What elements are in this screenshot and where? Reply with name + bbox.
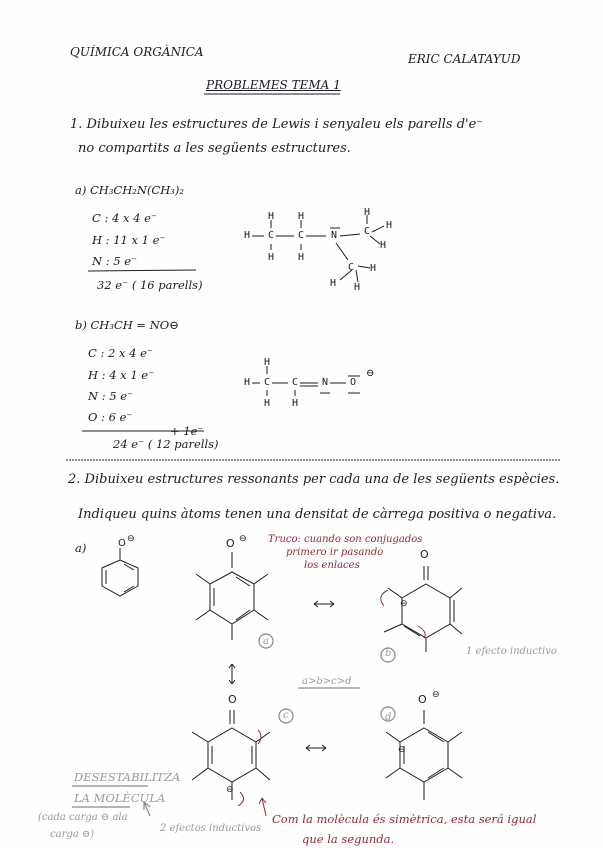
res-b-o: O xyxy=(420,548,429,561)
q1a-atom-h8: H xyxy=(380,240,387,251)
q1a-atom-h9: H xyxy=(330,278,337,289)
q1b-total: 24 e⁻ ( 12 parells) xyxy=(113,437,219,451)
phenoxide-sketch xyxy=(102,534,138,596)
q1b-charge: ⊖ xyxy=(366,368,375,379)
q1b-atom-n: N xyxy=(322,377,329,388)
q1a-atom-h11: H xyxy=(370,263,377,274)
symmetric-arrow xyxy=(259,798,266,816)
tag-d: d xyxy=(385,712,392,723)
q1a-atom-n: N xyxy=(331,230,338,241)
q1b-row-h: H : 4 x 1 e⁻ xyxy=(88,368,155,382)
q1b-atom-h1: H xyxy=(244,377,251,388)
q1a-atom-c4: C xyxy=(348,262,355,273)
q1b-atom-h3: H xyxy=(264,398,271,409)
q1-line1: 1. Dibuixeu les estructures de Lewis i senyaleu els parells d'e⁻ xyxy=(70,117,484,132)
q1b-atom-c2: C xyxy=(292,377,299,388)
svg-text:⊖: ⊖ xyxy=(398,745,406,755)
svg-text:⊖: ⊖ xyxy=(226,785,234,795)
q1a-atom-h6: H xyxy=(364,207,371,218)
q2-line2: Indiqueu quins àtoms tenen una densitat de càrrega positiva o negativa. xyxy=(78,507,557,522)
q1a-lewis-bonds xyxy=(252,215,387,282)
q1a-atom-h1: H xyxy=(244,230,251,241)
resonance-d xyxy=(381,690,462,800)
res-arrow-cd xyxy=(306,745,326,751)
q1b-atom-o: O xyxy=(350,377,357,388)
inductive-b: 1 efecto inductivo xyxy=(466,646,557,657)
tag-a: a xyxy=(263,636,269,647)
resonance-a xyxy=(196,534,273,648)
svg-text:⊖: ⊖ xyxy=(239,534,247,544)
note-truco-1: Truco: cuando son conjugados xyxy=(268,534,423,545)
desest-2: LA MOLÈCULA xyxy=(74,791,166,805)
q1b-label: b) CH₃CH = NO⊖ xyxy=(75,318,179,332)
symmetric-note-1: Com la molècula és simètrica, esta será igual xyxy=(272,812,537,826)
q1b-row-o: O : 6 e⁻ xyxy=(88,410,133,424)
q1a-atom-h5: H xyxy=(298,252,305,263)
q1a-atom-h10: H xyxy=(354,282,361,293)
q1b-atom-c1: C xyxy=(264,377,271,388)
q1b-atom-h4: H xyxy=(292,398,299,409)
q1b-extra-electron: + 1e⁻ xyxy=(170,424,204,438)
q1a-atom-c2: C xyxy=(298,230,305,241)
q1a-row-n: N : 5 e⁻ xyxy=(92,254,138,268)
res-arrow-ab xyxy=(314,601,334,607)
res-d-o: O xyxy=(418,693,427,706)
inductive-c: 2 efectos inductivos xyxy=(160,823,262,834)
q1b-row-n: N : 5 e⁻ xyxy=(88,389,134,403)
q1a-total: 32 e⁻ ( 16 parells) xyxy=(97,278,203,292)
symmetric-note-2: que la segunda. xyxy=(302,832,395,846)
q1b-lewis-bonds xyxy=(252,366,360,396)
desest-arrow xyxy=(144,802,150,816)
subject-title: QUÍMICA ORGÀNICA xyxy=(70,45,204,59)
note-truco-2: primero ir pasando xyxy=(286,547,384,558)
svg-text:⊖: ⊖ xyxy=(127,534,135,544)
q1a-atom-h2: H xyxy=(268,211,275,222)
res-a-o: O xyxy=(226,537,235,550)
q1a-atom-h4: H xyxy=(298,211,305,222)
q1a-label: a) CH₃CH₂N(CH₃)₂ xyxy=(75,183,184,197)
q1-line2: no compartits a les següents estructures. xyxy=(78,141,351,156)
note-truco-3: los enlaces xyxy=(304,560,360,571)
q1a-atom-h3: H xyxy=(268,252,275,263)
res-c-o: O xyxy=(228,693,237,706)
q1a-atom-c3: C xyxy=(364,226,371,237)
phenoxide-o: O xyxy=(118,538,126,549)
q1a-row-c: C : 4 x 4 e⁻ xyxy=(92,211,157,225)
desest-note-1: (cada carga ⊖ ala xyxy=(38,812,128,823)
q1b-atom-h2: H xyxy=(264,357,271,368)
svg-text:⊖: ⊖ xyxy=(432,690,440,700)
q2-line1: 2. Dibuixeu estructures ressonants per cada una de les següents espècies. xyxy=(68,472,560,487)
desest-underline xyxy=(72,786,148,807)
desest-note-2: carga ⊖) xyxy=(50,829,95,840)
q1a-sum-line xyxy=(88,270,196,271)
resonance-b xyxy=(381,548,462,662)
q1a-atom-c1: C xyxy=(268,230,275,241)
svg-text:⊖: ⊖ xyxy=(400,599,408,609)
q1a-row-h: H : 11 x 1 e⁻ xyxy=(92,233,166,247)
q2a-label: a) xyxy=(75,541,87,555)
res-arrow-ac xyxy=(229,664,235,684)
tag-b: b xyxy=(385,648,392,659)
q1b-row-c: C : 2 x 4 e⁻ xyxy=(88,346,153,360)
resonance-c xyxy=(192,693,293,806)
tag-c: c xyxy=(283,710,289,721)
stability-order: a>b>c>d xyxy=(302,676,352,687)
author-name: ERIC CALATAYUD xyxy=(408,52,521,66)
desest-1: DESESTABILITZA xyxy=(74,770,181,784)
topic-title: PROBLEMES TEMA 1 xyxy=(206,78,341,92)
q1a-atom-h7: H xyxy=(386,220,393,231)
